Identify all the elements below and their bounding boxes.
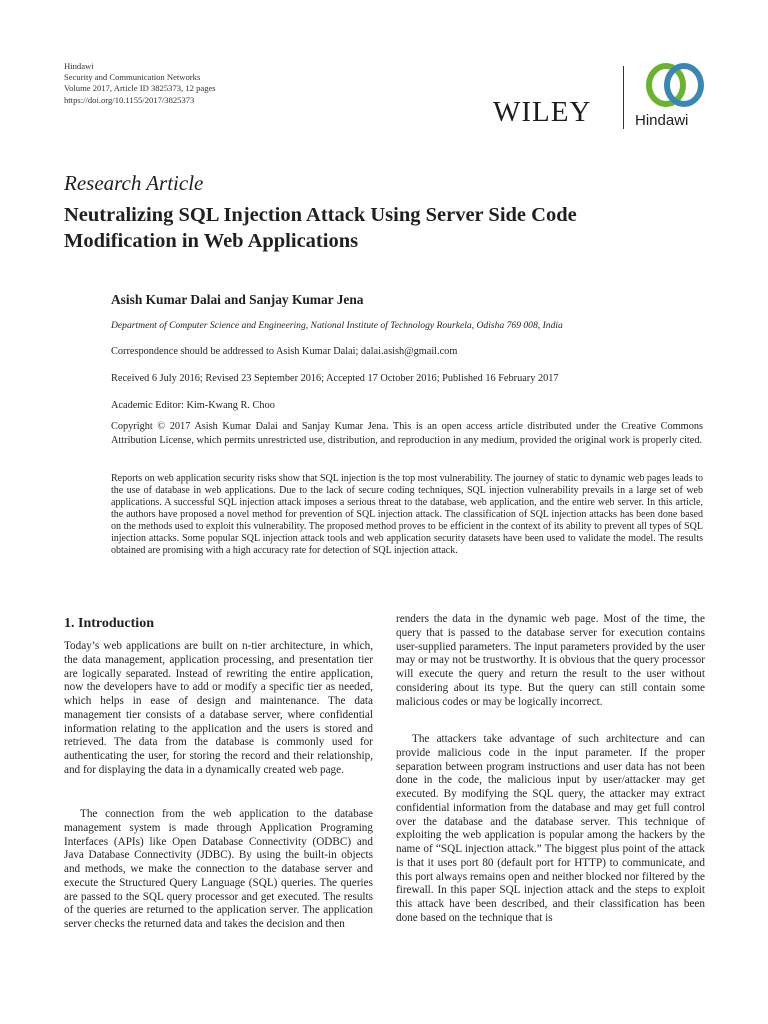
right-column-top xyxy=(396,613,705,709)
wiley-logo: WILEY xyxy=(493,96,592,128)
publisher-name: Hindawi xyxy=(64,61,94,71)
academic-editor: Academic Editor: Kim-Kwang R. Choo xyxy=(111,400,275,411)
journal-metadata xyxy=(64,61,216,106)
copyright-notice: Copyright © 2017 Asish Kumar Dalai and Sanjay Kumar Jena. This is an open access article distributed under the Creative Commons Attribution License, which permits unrestricted use, distribution, and reproduction in any medium, provided the original work is properly cited. xyxy=(111,421,703,446)
doi-link[interactable]: https://doi.org/10.1155/2017/3825373 xyxy=(64,94,195,105)
intro-paragraph-4: The attackers take advantage of such architecture and can provide malicious code in the input parameter. If the proper separation between program instructions and user data has not been done in the code, the malicious input by user/attacker may get executed. By modifying the SQL query, the attacker may extract confidential information from the database and may get full control over the database and the database server. This technique of exploiting the web application is popular among the hackers by the name of “SQL injection attack.” The biggest plus point of the attack is that it uses port 80 (default port for HTTP) to communicate, and this port always remains open and neither blocked nor filtered by the firewall. In this paper SQL injection attack and the steps to exploit this attack have been described, and their classification has been done based on the technique that is xyxy=(396,733,705,924)
hindawi-logo-icon xyxy=(636,60,714,110)
logo-divider xyxy=(623,66,624,129)
left-column-bottom xyxy=(64,808,373,932)
article-title: Neutralizing SQL Injection Attack Using Server Side Code Modification in Web Applications xyxy=(64,204,577,252)
article-type: Research Article xyxy=(64,171,204,195)
journal-name: Security and Communication Networks xyxy=(64,72,201,83)
volume-line: Volume 2017, Article ID 3825373, 12 pages xyxy=(64,83,216,94)
affiliation: Department of Computer Science and Engineering, National Institute of Technology Rourkela, Odisha 769 008, India xyxy=(111,320,563,331)
intro-paragraph-2: The connection from the web application to the database management system is made through Application Programing Interfaces (APIs) like Open Database Connectivity (ODBC) and Java Database Connectivity (JDBC). By using the built-in objects and methods, we make the connection to the database server and execute the Structured Query Language (SQL) queries. The queries are passed to the SQL query processor and get executed. The results of the queries are returned to the application server. The application server checks the returned data and takes the decision and then xyxy=(64,808,373,930)
intro-paragraph-1: Today’s web applications are built on n-tier architecture, in which, the data management, application processing, and presentation tier are logically separated. Instead of rewriting the entire application, now the developers have to add or modify a specific tier as needed, which helps in ease of design and maintenance. The data management tier consists of a database server, where confidential information relating to the application and the users is stored and retrieved. The data from the database is commonly used for authenticating the user, for storing the record and their relationship, and for displaying the data in a dynamically created web page. xyxy=(64,640,373,776)
abstract: Reports on web application security risks show that SQL injection is the top most vulnerability. The journey of static to dynamic web pages leads to the use of database in web applications. Due to the lack of secure coding techniques, SQL injection vulnerability prevails in a large set of web applications. A successful SQL injection attack imposes a serious threat to the database, web application, and the entire web server. In this article, the authors have proposed a novel method for prevention of SQL injection attack. The classification of SQL injection attacks has been done based on the methods used to exploit this vulnerability. The proposed method proves to be efficient in the context of its ability to prevent all types of SQL injection attacks. Some popular SQL injection attack tools and web application security datasets have been used to validate the model. The results obtained are promising with a high accuracy rate for detection of SQL injection attack. xyxy=(111,473,703,556)
publication-dates: Received 6 July 2016; Revised 23 September 2016; Accepted 17 October 2016; Published 16 February 2017 xyxy=(111,373,559,384)
correspondence: Correspondence should be addressed to Asish Kumar Dalai; dalai.asish@gmail.com xyxy=(111,346,458,357)
section-heading: 1. Introduction xyxy=(64,616,154,631)
intro-paragraph-3: renders the data in the dynamic web page. Most of the time, the query that is passed to the database server for execution contains user-supplied parameters. The input parameters provided by the user may or may not be trustworthy. It is obvious that the query processor will execute the query and return the result to the user without considering about its type. But the query can still contain some malicious codes or may be logically incorrect. xyxy=(396,613,705,708)
hindawi-logo-text: Hindawi xyxy=(635,112,689,129)
left-column-top xyxy=(64,640,373,778)
author-list: Asish Kumar Dalai and Sanjay Kumar Jena xyxy=(111,292,364,307)
right-column-bottom xyxy=(396,733,705,926)
